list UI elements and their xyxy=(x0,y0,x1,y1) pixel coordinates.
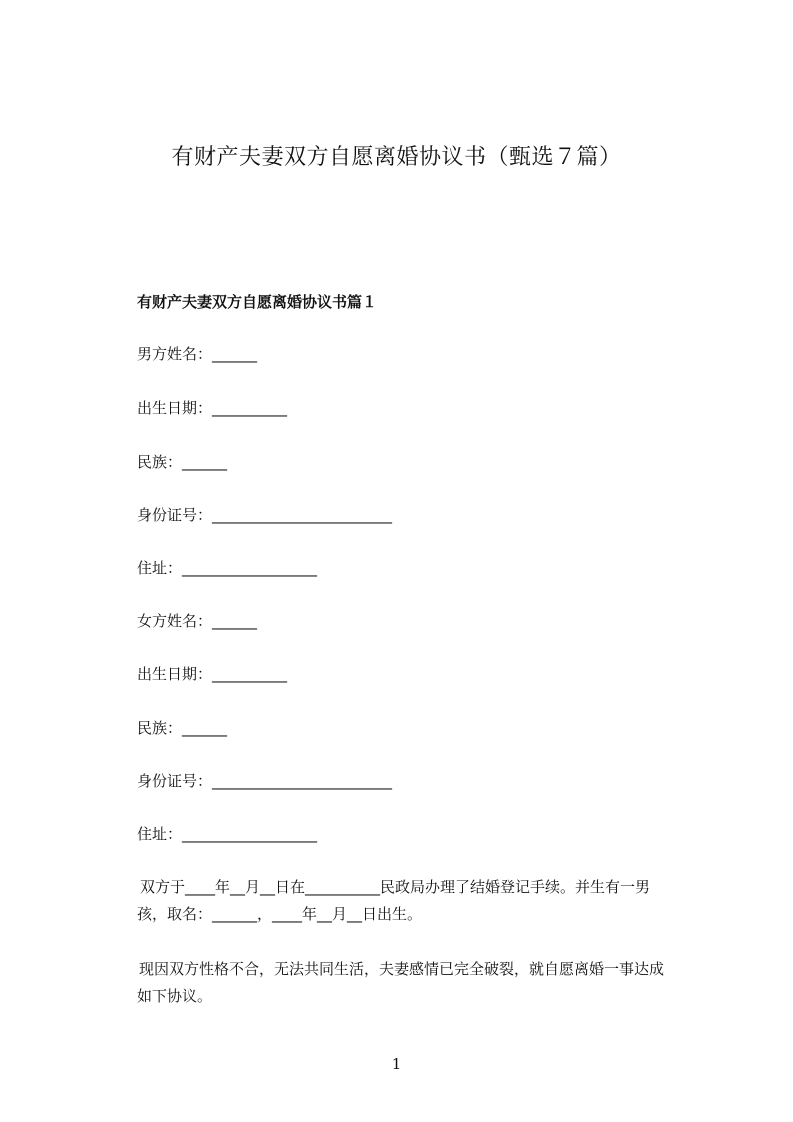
paragraph-marriage xyxy=(137,874,708,928)
field-male-ethnicity xyxy=(137,452,227,472)
page-number: 1 xyxy=(391,1055,402,1073)
field-blank: __________ xyxy=(212,399,288,417)
paragraph-line: 如下协议。 xyxy=(137,987,213,1005)
field-blank: ________________________ xyxy=(212,506,393,524)
paragraph-line: 现因双方性格不合，无法共同生活，夫妻感情已完全破裂，就自愿离婚一事达成 xyxy=(139,960,665,978)
field-blank: ______ xyxy=(182,719,228,737)
field-blank: __________ xyxy=(212,665,288,683)
field-label: 男方姓名： xyxy=(137,345,213,363)
field-female-id-number xyxy=(137,771,392,791)
field-female-address xyxy=(137,824,317,844)
field-female-birthdate xyxy=(137,664,287,684)
document-title: 有财产夫妻双方自愿离婚协议书（甄选７篇） xyxy=(171,145,622,170)
field-blank: ________________________ xyxy=(212,772,393,790)
paragraph-line: 双方于____年__月__日在__________民政局办理了结婚登记手续。并生有一男 xyxy=(140,878,651,896)
field-label: 民族： xyxy=(137,453,183,471)
paragraph-reason xyxy=(139,956,707,1010)
field-female-ethnicity xyxy=(137,718,227,738)
field-male-address xyxy=(137,558,317,578)
field-label: 身份证号： xyxy=(137,772,213,790)
field-blank: __________________ xyxy=(182,825,318,843)
field-male-id-number xyxy=(137,505,392,525)
field-label: 住址： xyxy=(137,825,183,843)
field-blank: ______ xyxy=(182,453,228,471)
field-male-birthdate xyxy=(137,398,287,418)
field-blank: ______ xyxy=(212,345,258,363)
field-male-name xyxy=(137,344,257,364)
field-label: 身份证号： xyxy=(137,506,213,524)
field-label: 住址： xyxy=(137,559,183,577)
field-label: 出生日期： xyxy=(137,665,213,683)
section-heading: 有财产夫妻双方自愿离婚协议书篇１ xyxy=(137,293,378,311)
field-female-name xyxy=(137,611,257,631)
field-blank: ______ xyxy=(212,612,258,630)
field-blank: __________________ xyxy=(182,559,318,577)
paragraph-line: 孩，取名：______，____年__月__日出生。 xyxy=(137,905,423,923)
field-label: 出生日期： xyxy=(137,399,213,417)
field-label: 民族： xyxy=(137,719,183,737)
field-label: 女方姓名： xyxy=(137,612,213,630)
